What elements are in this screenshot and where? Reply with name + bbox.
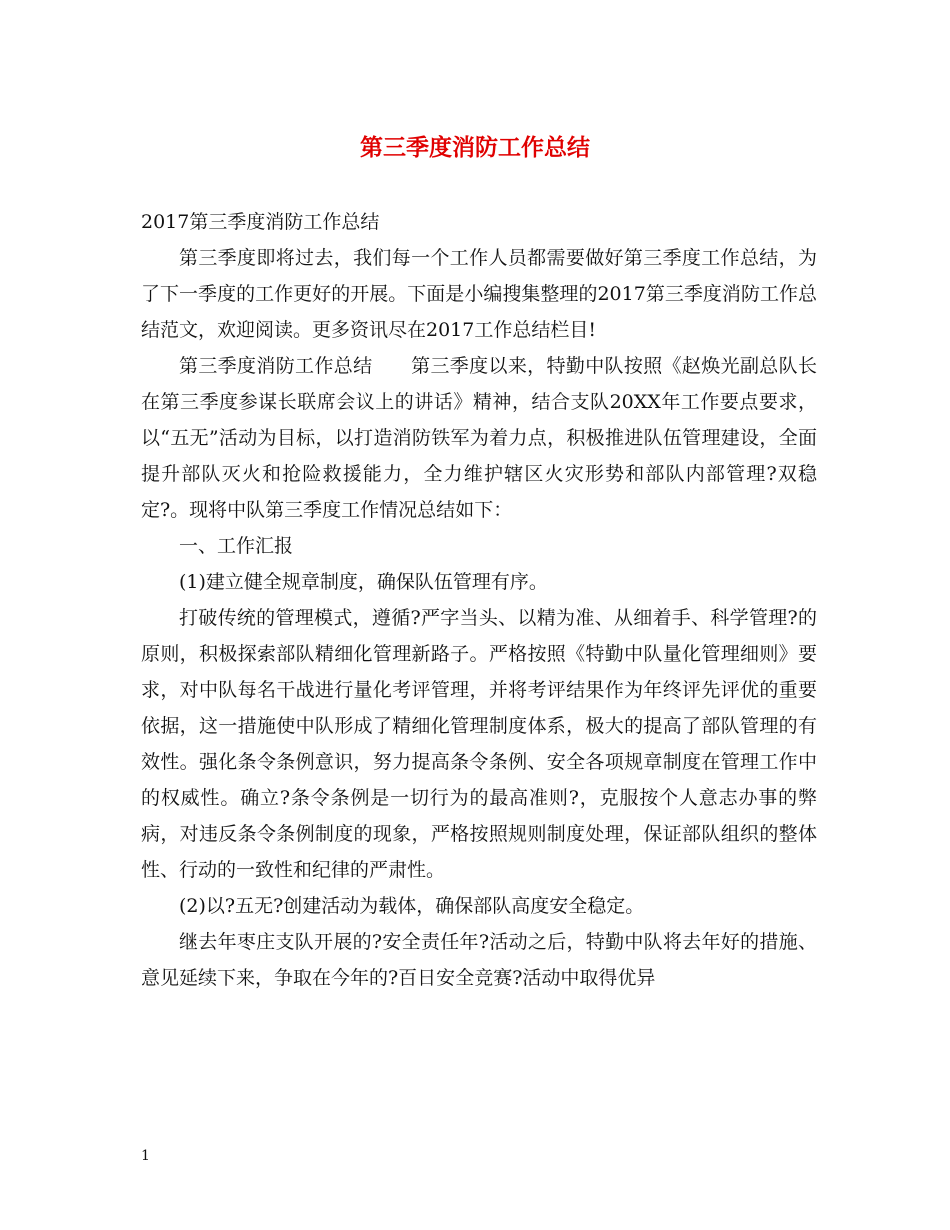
page-number: 1 — [141, 1148, 150, 1164]
subsection-heading-safety: (2)以?五无?创建活动为载体，确保部队高度安全稳定。 — [179, 895, 645, 917]
paragraph-safety: 继去年枣庄支队开展的?安全责任年?活动之后，特勤中队将去年好的措施、意见延续下来，争取在今年的?百日安全竞赛?活动中取得优异 — [141, 931, 817, 989]
subsection-heading-rules: (1)建立健全规章制度，确保队伍管理有序。 — [179, 571, 548, 593]
document-title: 第三季度消防工作总结 — [360, 134, 590, 161]
paragraph-overview: 第三季度消防工作总结 第三季度以来，特勤中队按照《赵焕光副总队长在第三季度参谋长联席会议上的讲话》精神，结合支队20XX年工作要点要求，以“五无”活动为目标，以打造消防铁军为着力点，积极推进队伍管理建设，全面提升部队灭火和抢险救援能力，全力维护辖区火灾形势和部队内部管理?双稳定?。现将中队第三季度工作情况总结如下： — [141, 355, 817, 521]
paragraph-management: 打破传统的管理模式，遵循?严字当头、以精为准、从细着手、科学管理?的原则，积极探索部队精细化管理新路子。严格按照《特勤中队量化管理细则》要求，对中队每名干战进行量化考评管理，并将考评结果作为年终评先评优的重要依据，这一措施使中队形成了精细化管理制度体系，极大的提高了部队管理的有效性。强化条令条例意识，努力提高条令条例、安全各项规章制度在管理工作中的权威性。确立?条令条例是一切行为的最高准则?，克服按个人意志办事的弊病，对违反条令条例制度的现象，严格按照规则制度处理，保证部队组织的整体性、行动的一致性和纪律的严肃性。 — [141, 607, 817, 881]
section-heading-work-report: 一、工作汇报 — [179, 535, 294, 557]
paragraph-intro: 第三季度即将过去，我们每一个工作人员都需要做好第三季度工作总结，为了下一季度的工作更好的开展。下面是小编搜集整理的2017第三季度消防工作总结范文，欢迎阅读。更多资讯尽在2017工作总结栏目! — [141, 247, 817, 341]
document-subtitle: 2017第三季度消防工作总结 — [141, 211, 380, 233]
document-body — [141, 204, 817, 996]
